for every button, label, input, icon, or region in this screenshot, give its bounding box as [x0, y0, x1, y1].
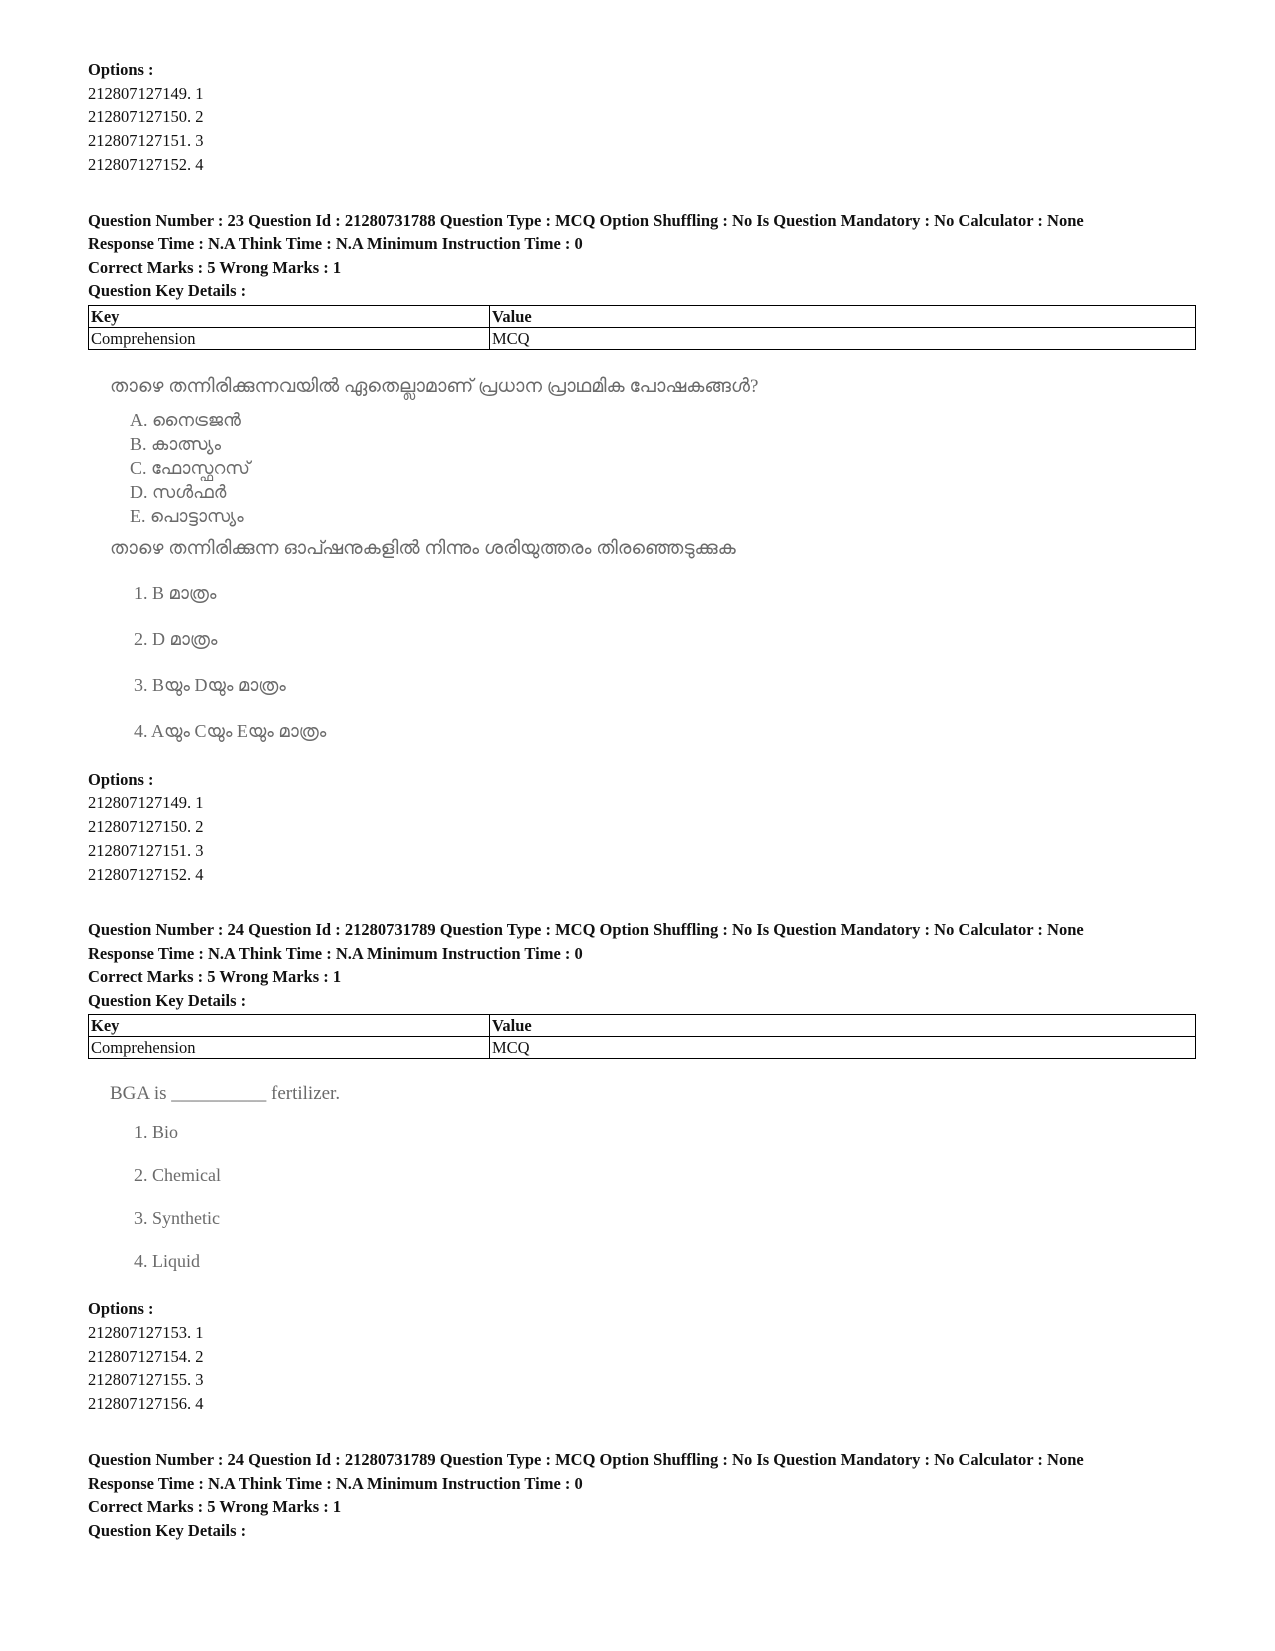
- question-marks: Correct Marks : 5 Wrong Marks : 1: [88, 967, 342, 987]
- table-header-value: Value: [490, 305, 1196, 327]
- option-item: 212807127152. 4: [88, 154, 204, 174]
- answer-choice: 1. B മാത്രം: [134, 582, 217, 603]
- table-cell-key: Comprehension: [89, 1037, 490, 1059]
- question-image: [88, 372, 1188, 754]
- question-24: [88, 918, 1188, 1416]
- option-item: 212807127155. 3: [88, 1370, 204, 1390]
- table-cell-key: Comprehension: [89, 327, 490, 349]
- answer-choice: 4. Liquid: [134, 1251, 200, 1272]
- options-block-top: [88, 58, 1188, 177]
- question-text: താഴെ തന്നിരിക്കുന്നവയിൽ ഏതെല്ലാമാണ് പ്രധാന പ്രാഥമിക പോഷകങ്ങൾ?: [110, 375, 759, 397]
- option-item: 212807127153. 1: [88, 1322, 204, 1342]
- option-item: 212807127154. 2: [88, 1346, 204, 1366]
- table-header-key: Key: [89, 305, 490, 327]
- table-row: [89, 1015, 1196, 1037]
- question-timing: Response Time : N.A Think Time : N.A Minimum Instruction Time : 0: [88, 1473, 583, 1493]
- question-timing: Response Time : N.A Think Time : N.A Minimum Instruction Time : 0: [88, 234, 583, 254]
- answer-choice: 4. Aയും Cയും Eയും മാത്രം: [134, 720, 327, 741]
- answer-choice: 2. Chemical: [134, 1165, 221, 1186]
- key-details-label: Question Key Details :: [88, 281, 247, 301]
- option-item: 212807127149. 1: [88, 793, 204, 813]
- table-cell-value: MCQ: [490, 1037, 1196, 1059]
- answer-choice: 3. Bയും Dയും മാത്രം: [134, 674, 286, 695]
- question-header: Question Number : 23 Question Id : 21280731788 Question Type : MCQ Option Shuffling : No Is Question Mandatory : No Calculator : None: [88, 210, 1084, 230]
- sub-item: D. സൾഫർ: [130, 481, 227, 502]
- options-label: Options :: [88, 769, 154, 789]
- option-item: 212807127152. 4: [88, 864, 204, 884]
- table-row: [89, 305, 1196, 327]
- answer-choice: 1. Bio: [134, 1122, 179, 1143]
- key-details-table: [88, 305, 1196, 350]
- question-marks: Correct Marks : 5 Wrong Marks : 1: [88, 257, 342, 277]
- options-label: Options :: [88, 60, 154, 79]
- question-24-repeat: [88, 1448, 1188, 1542]
- option-item: 212807127150. 2: [88, 107, 204, 127]
- answer-choice: 3. Synthetic: [134, 1208, 220, 1229]
- option-item: 212807127151. 3: [88, 840, 204, 860]
- table-header-key: Key: [89, 1015, 490, 1037]
- question-marks: Correct Marks : 5 Wrong Marks : 1: [88, 1497, 342, 1517]
- option-item: 212807127156. 4: [88, 1394, 204, 1414]
- option-item: 212807127150. 2: [88, 816, 204, 836]
- sub-item: B. കാത്സ്യം: [130, 433, 222, 454]
- question-header: Question Number : 24 Question Id : 21280731789 Question Type : MCQ Option Shuffling : No Is Question Mandatory : No Calculator : None: [88, 920, 1084, 940]
- question-image: [88, 1079, 1188, 1283]
- table-cell-value: MCQ: [490, 327, 1196, 349]
- option-item: 212807127149. 1: [88, 83, 204, 103]
- options-label: Options :: [88, 1299, 154, 1319]
- sub-item: C. ഫോസ്ഫറസ്: [130, 457, 251, 478]
- table-row: [89, 327, 1196, 349]
- answer-choice: 2. D മാത്രം: [134, 628, 218, 649]
- table-header-value: Value: [490, 1015, 1196, 1037]
- question-instruction: താഴെ തന്നിരിക്കുന്ന ഓപ്ഷനുകളിൽ നിന്നും ശരിയുത്തരം തിരഞ്ഞെടുക്കുക: [110, 537, 736, 559]
- key-details-label: Question Key Details :: [88, 990, 247, 1010]
- key-details-table: [88, 1014, 1196, 1059]
- question-text: BGA is __________ fertilizer.: [110, 1083, 341, 1105]
- document-page: [88, 58, 1188, 1542]
- question-header: Question Number : 24 Question Id : 21280731789 Question Type : MCQ Option Shuffling : No Is Question Mandatory : No Calculator : None: [88, 1450, 1084, 1470]
- sub-item: A. നൈട്രജൻ: [130, 409, 241, 430]
- key-details-label: Question Key Details :: [88, 1520, 247, 1540]
- question-23: [88, 209, 1188, 887]
- question-timing: Response Time : N.A Think Time : N.A Minimum Instruction Time : 0: [88, 943, 583, 963]
- sub-item: E. പൊട്ടാസ്യം: [130, 505, 244, 526]
- table-row: [89, 1037, 1196, 1059]
- option-item: 212807127151. 3: [88, 131, 204, 151]
